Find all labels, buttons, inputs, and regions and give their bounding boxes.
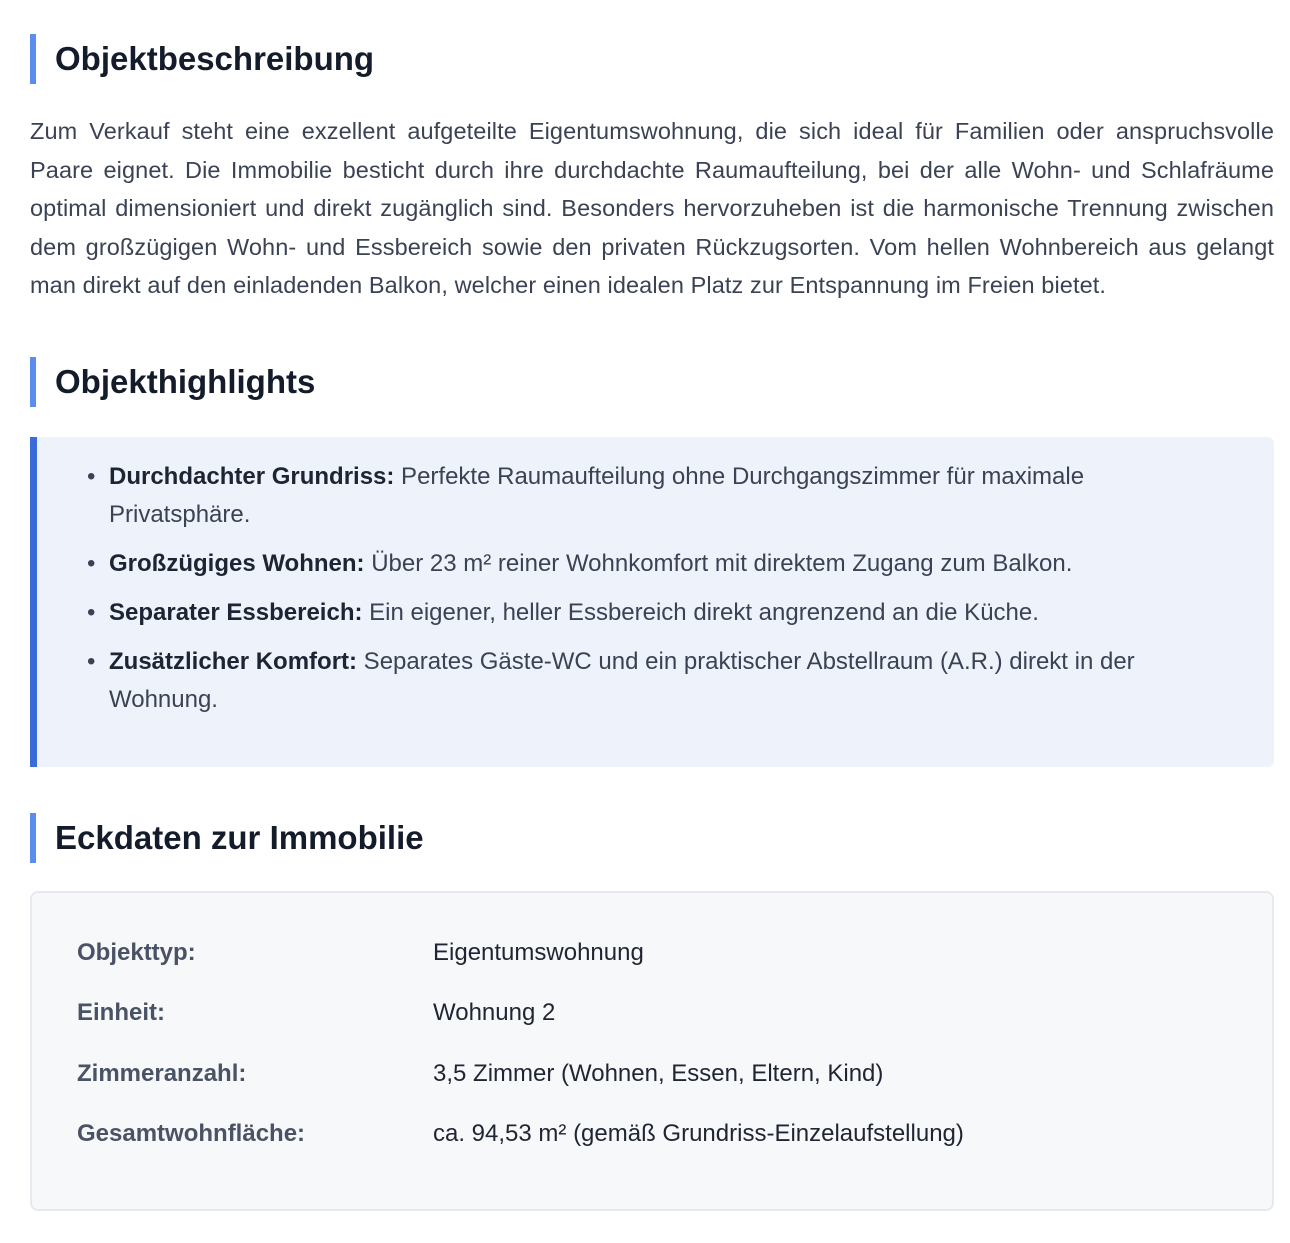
fact-label: Objekttyp: [77,938,196,966]
fact-value: ca. 94,53 m² (gemäß Grundriss-Einzelaufstellung) [433,1120,964,1148]
bullet-icon: • [87,647,96,675]
table-row [77,983,1227,1044]
highlight-title: Durchdachter Grundriss: [109,462,395,490]
list-item [87,594,1214,632]
table-row [77,1104,1227,1165]
list-item [87,458,1214,534]
page [0,34,1290,1211]
fact-value: Eigentumswohnung [433,938,644,966]
bullet-icon: • [87,549,96,577]
bullet-icon: • [87,598,96,626]
table-row [77,1044,1227,1105]
section-heading-highlights: Objekthighlights [30,357,1274,407]
fact-label: Zimmeranzahl: [77,1059,247,1087]
highlight-title: Zusätzlicher Komfort: [109,647,358,675]
highlight-title: Großzügiges Wohnen: [109,549,365,577]
highlight-text: Ein eigener, heller Essbereich direkt angrenzend an die Küche. [362,598,1039,626]
highlight-text: Separates Gäste-WC und ein praktischer Abstellraum (A.R.) direkt in der Wohnung. [109,647,1135,713]
fact-value: Wohnung 2 [433,999,556,1027]
fact-value: 3,5 Zimmer (Wohnen, Essen, Eltern, Kind) [433,1059,884,1087]
highlights-list [87,458,1214,719]
bullet-icon: • [87,462,96,490]
section-heading-facts: Eckdaten zur Immobilie [30,813,1274,863]
fact-label: Einheit: [77,999,165,1027]
highlight-text: Über 23 m² reiner Wohnkomfort mit direktem Zugang zum Balkon. [364,549,1073,577]
facts-table [30,891,1274,1211]
fact-label: Gesamtwohnfläche: [77,1120,306,1148]
section-heading-description: Objektbeschreibung [30,34,1274,84]
table-row [77,923,1227,984]
highlight-text: Perfekte Raumaufteilung ohne Durchgangszimmer für maximale Privatsphäre. [109,462,1085,528]
list-item [87,545,1214,583]
highlights-box [30,437,1274,767]
highlight-title: Separater Essbereich: [109,598,363,626]
description-text: Zum Verkauf steht eine exzellent aufgeteilte Eigentumswohnung, die sich ideal für Familien oder anspruchsvolle Paare eignet. Die Immobilie besticht durch ihre durchdachte Raumaufteilung, bei der alle Wohn- und Schlafräume optimal dimensioniert und direkt zugänglich sind. Besonders hervorzuheben ist die harmonische Trennung zwischen dem großzügigen Wohn- und Essbereich sowie den privaten Rückzugsorten. Vom hellen Wohnbereich aus gelangt man direkt auf den einladenden Balkon, welcher einen idealen Platz zur Entspannung im Freien bietet. [30,118,1274,298]
list-item [87,643,1214,719]
